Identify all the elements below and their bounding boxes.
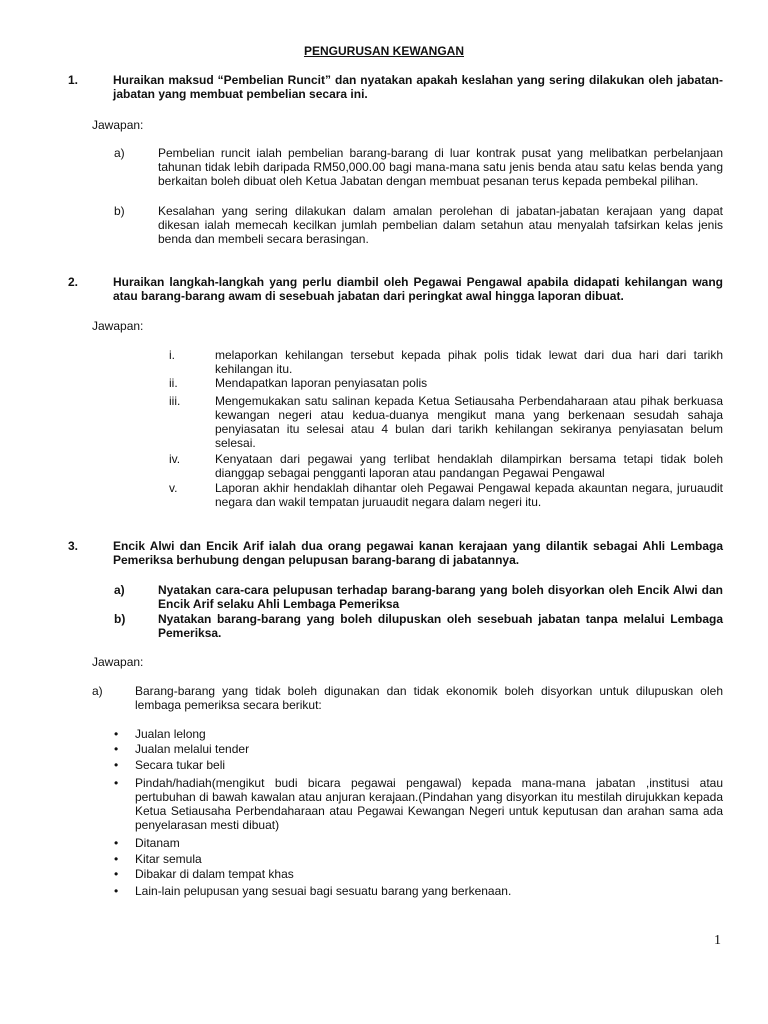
disposal-method-item: Secara tukar beli (135, 758, 226, 772)
q2-step-3-text: Mengemukakan satu salinan kepada Ketua Setiausaha Perbendaharaan atau pihak berkuasa kewangan negeri atau kedua-duanya mengikut mana yang berkenaan sesudah sahaja penyiasatan itu selesai atau 4 bulan dari tarikh kehilangan sekiranya penyiasatan belum selesai. (215, 394, 723, 450)
page-title: PENGURUSAN KEWANGAN (303, 44, 464, 58)
q2-step-3-label: iii. (169, 394, 181, 408)
answer-label-1: Jawapan: (92, 118, 144, 132)
bullet-icon: • (114, 758, 119, 772)
q1-answer-a-label: a) (114, 146, 125, 160)
question-2-number: 2. (68, 275, 79, 289)
q2-step-2-text: Mendapatkan laporan penyiasatan polis (215, 376, 428, 390)
q2-step-1-label: i. (169, 348, 175, 362)
q2-step-5-text: Laporan akhir hendaklah dihantar oleh Pegawai Pengawal kepada akauntan negara, juruaudit negara dan wakil tempatan juruaudit negara dalam negeri itu. (215, 481, 723, 509)
q2-step-1-text: melaporkan kehilangan tersebut kepada pihak polis tidak lewat dari dua hari dari tarikh kehilangan itu. (215, 348, 723, 376)
disposal-method-item: Kitar semula (135, 852, 202, 866)
question-3-number: 3. (68, 539, 79, 553)
question-1-number: 1. (68, 73, 79, 87)
q3-sub-a-text: Nyatakan cara-cara pelupusan terhadap barang-barang yang boleh disyorkan oleh Encik Alwi dan Encik Arif selaku Ahli Lembaga Pemeriksa (158, 583, 723, 611)
q1-answer-a-text: Pembelian runcit ialah pembelian barang-barang di luar kontrak pusat yang melibatkan perbelanjaan tahunan tidak lebih daripada RM50,000.00 bagi mana-mana satu jenis benda atau satu kelas benda yang berkaitan boleh dibuat oleh Ketua Jabatan dengan membuat pesanan terus kepada pembekal pilihan. (158, 146, 723, 188)
q3-answer-a-text: Barang-barang yang tidak boleh digunakan dan tidak ekonomik boleh disyorkan untuk dilupuskan oleh lembaga pemeriksa secara berikut: (135, 684, 723, 712)
bullet-icon: • (114, 727, 119, 741)
bullet-icon: • (114, 852, 119, 866)
bullet-icon: • (114, 836, 119, 850)
disposal-method-item: Jualan lelong (135, 727, 206, 741)
q3-sub-a-label: a) (114, 583, 125, 597)
question-3-text: Encik Alwi dan Encik Arif ialah dua orang pegawai kanan kerajaan yang dilantik sebagai Ahli Lembaga Pemeriksa berhubung dengan pelupusan barang-barang di jabatannya. (113, 539, 723, 567)
bullet-icon: • (114, 742, 119, 756)
q3-answer-a-label: a) (92, 684, 103, 698)
disposal-method-item: Ditanam (135, 836, 180, 850)
disposal-method-item: Dibakar di dalam tempat khas (135, 867, 294, 881)
q3-sub-b-text: Nyatakan barang-barang yang boleh dilupuskan oleh sesebuah jabatan tanpa melalui Lembaga Pemeriksa. (158, 612, 723, 640)
q2-step-5-label: v. (169, 481, 178, 495)
answer-label-2: Jawapan: (92, 319, 144, 333)
page-number: 1 (714, 933, 721, 948)
q2-step-4-label: iv. (169, 452, 181, 466)
bullet-icon: • (114, 867, 119, 881)
q2-step-2-label: ii. (169, 376, 178, 390)
q3-sub-b-label: b) (114, 612, 126, 626)
q2-step-4-text: Kenyataan dari pegawai yang terlibat hendaklah dilampirkan bersama tetapi tidak boleh dianggap sebagai pengganti laporan atau pandangan Pegawai Pengawal (215, 452, 723, 480)
answer-label-3: Jawapan: (92, 655, 144, 669)
question-1-text: Huraikan maksud “Pembelian Runcit” dan nyatakan apakah keslahan yang sering dilakukan oleh jabatan-jabatan yang membuat pembelian secara ini. (113, 73, 723, 101)
q1-answer-b-text: Kesalahan yang sering dilakukan dalam amalan perolehan di jabatan-jabatan kerajaan yang dapat dikesan ialah memecah kecilkan jumlah pembelian dalam setahun atau menyalah tafsirkan kelas jenis benda dan membeli secara berasingan. (158, 204, 723, 246)
bullet-icon: • (114, 776, 119, 790)
disposal-method-item: Pindah/hadiah(mengikut budi bicara pegawai pengawal) kepada mana-mana jabatan ,institusi atau pertubuhan di bawah kawalan atau anjuran kerajaan.(Pindahan yang disyorkan itu mestilah dirujukkan kepada Ketua Setiausaha Perbendaharaan atau Pegawai Kewangan Negeri untuk keputusan dan arahan sama ada penyelarasan mesti dibuat) (135, 776, 723, 832)
disposal-method-item: Lain-lain pelupusan yang sesuai bagi sesuatu barang yang berkenaan. (135, 884, 512, 898)
question-2-text: Huraikan langkah-langkah yang perlu diambil oleh Pegawai Pengawal apabila didapati kehilangan wang atau barang-barang awam di sesebuah jabatan dari peringkat awal hingga laporan dibuat. (113, 275, 723, 303)
q1-answer-b-label: b) (114, 204, 125, 218)
disposal-method-item: Jualan melalui tender (135, 742, 250, 756)
bullet-icon: • (114, 884, 119, 898)
